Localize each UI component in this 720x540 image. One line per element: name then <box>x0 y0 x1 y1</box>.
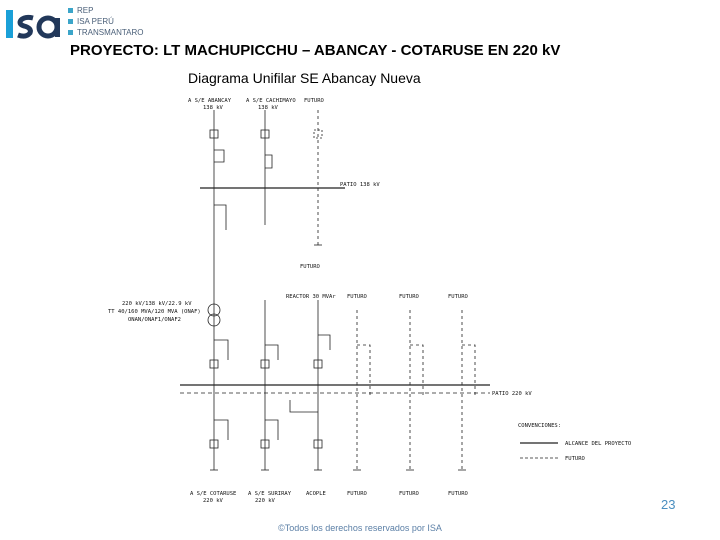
feeder-label: FUTURO <box>304 98 324 104</box>
feeder-voltage: 138 kV <box>203 105 223 111</box>
company-item: REP <box>68 5 144 16</box>
feeder-label: FUTURO <box>347 491 367 497</box>
legend-item: ALCANCE DEL PROYECTO <box>565 441 632 447</box>
feeder-label: A S/E CACHIMAYO <box>246 98 296 104</box>
company-item: TRANSMANTARO <box>68 27 144 38</box>
bay-label: FUTURO <box>399 294 419 300</box>
bay-label: FUTURO <box>347 294 367 300</box>
transformer-label: ONAN/ONAF1/ONAF2 <box>128 317 181 323</box>
feeder-voltage: 220 kV <box>203 498 223 504</box>
company-item: ISA PERÚ <box>68 16 144 27</box>
copyright-footer: ©Todos los derechos reservados por ISA <box>278 523 442 533</box>
feeder-label: A S/E SURIRAY <box>248 491 292 497</box>
patio-138-label: PATIO 138 kV <box>340 182 380 188</box>
bay-label: REACTOR 30 MVAr <box>286 294 336 300</box>
feeder-label: A S/E ABANCAY <box>188 98 232 104</box>
transformer-label: TT 40/160 MVA/120 MVA (ONAF) <box>108 309 201 315</box>
feeder-voltage: 220 kV <box>255 498 275 504</box>
diagram-subtitle: Diagrama Unifilar SE Abancay Nueva <box>188 70 421 86</box>
legend-item: FUTURO <box>565 456 585 462</box>
legend-title: CONVENCIONES: <box>518 423 562 429</box>
page-number: 23 <box>661 497 676 512</box>
page-title: PROYECTO: LT MACHUPICCHU – ABANCAY - COTARUSE EN 220 kV <box>70 42 561 59</box>
feeder-label: ACOPLE <box>306 491 326 497</box>
bay-label: FUTURO <box>448 294 468 300</box>
feeder-voltage: 138 kV <box>258 105 278 111</box>
transformer-label: 220 kV/138 kV/22.9 kV <box>122 301 192 307</box>
feeder-label: FUTURO <box>448 491 468 497</box>
feeder-label: FUTURO <box>399 491 419 497</box>
futuro-138-label: FUTURO <box>300 264 320 270</box>
patio-220-label: PATIO 220 kV <box>492 391 532 397</box>
feeder-label: A S/E COTARUSE <box>190 491 237 497</box>
